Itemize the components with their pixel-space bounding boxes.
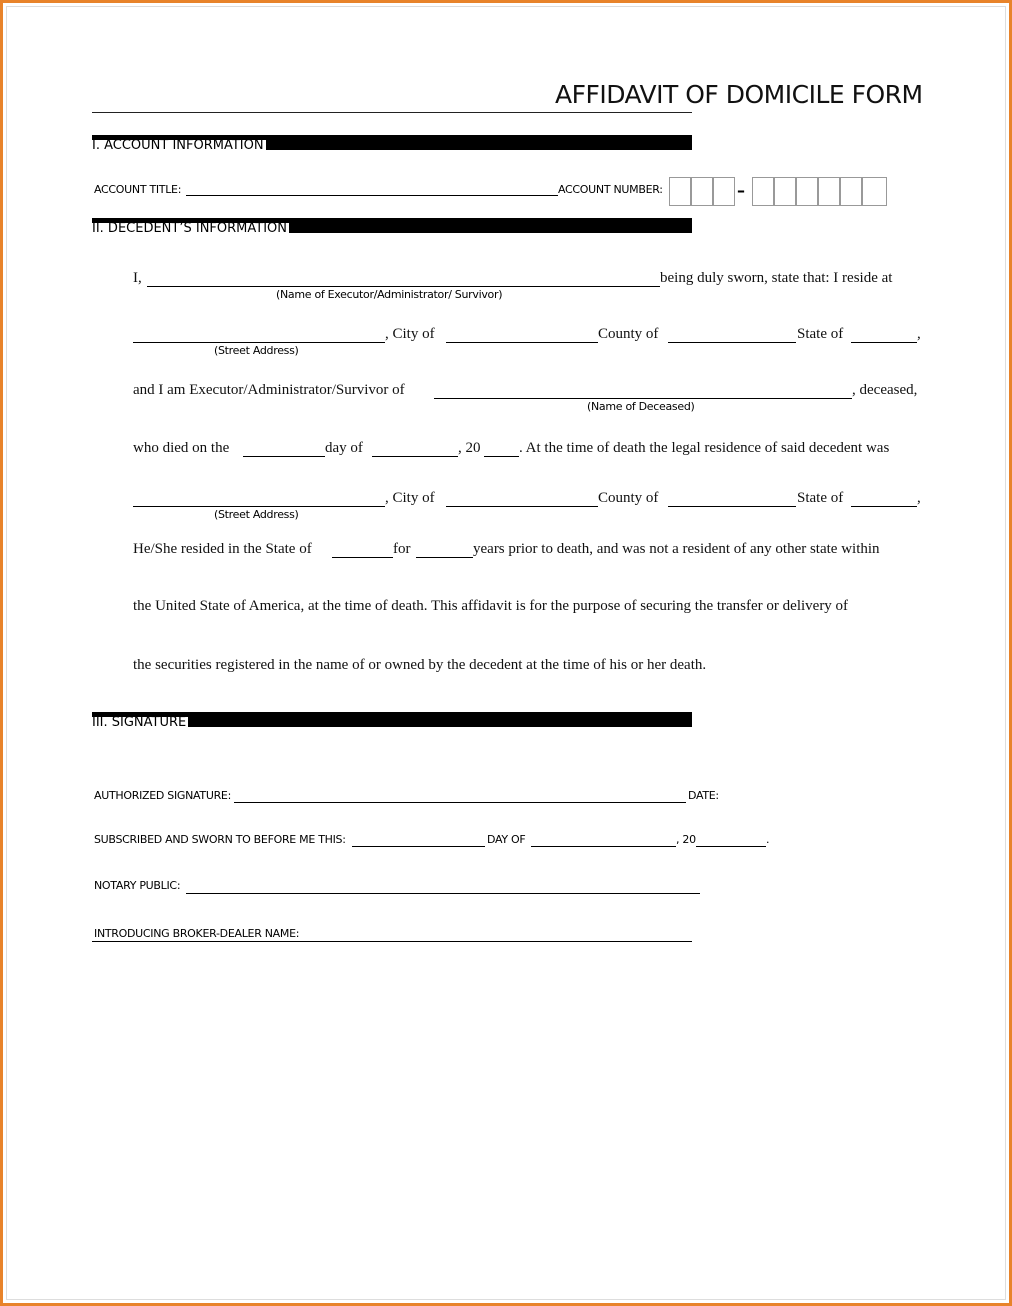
account-number-digit-box[interactable] xyxy=(818,177,840,206)
securities-text: the securities registered in the name of or owned by the decedent at the time of his or her death. xyxy=(133,657,707,673)
residence-state-field[interactable] xyxy=(332,557,393,558)
executor-state-field[interactable] xyxy=(851,342,917,343)
line4-year-prefix: , 20 xyxy=(458,440,481,456)
executor-name-field[interactable] xyxy=(147,286,660,287)
line1-prefix: I, xyxy=(133,270,142,286)
line6-suffix: years prior to death, and was not a resident of any other state within xyxy=(473,541,880,557)
executor-city-field[interactable] xyxy=(446,342,598,343)
account-number-dash: – xyxy=(737,181,745,200)
line5-end: , xyxy=(917,490,921,506)
form-title: AFFIDAVIT OF DOMICILE FORM xyxy=(555,80,923,109)
account-number-digit-box[interactable] xyxy=(691,177,713,206)
authorized-signature-label: AUTHORIZED SIGNATURE: xyxy=(94,789,231,802)
affidavit-purpose-text: the United State of America, at the time of death. This affidavit is for the purpose of securing the transfer or delivery of xyxy=(133,598,849,614)
notary-public-field[interactable] xyxy=(186,893,700,894)
subscribed-day-field[interactable] xyxy=(352,846,485,847)
executor-name-caption: (Name of Executor/Administrator/ Survivor) xyxy=(276,288,503,301)
line1-suffix: being duly sworn, state that: I reside at xyxy=(660,270,893,286)
line2-county-label: County of xyxy=(598,326,659,342)
section-heading-signature: III. SIGNATURE xyxy=(92,717,187,727)
line2-city-label: , City of xyxy=(385,326,435,342)
section-heading-decedent: II. DECEDENT’S INFORMATION xyxy=(92,223,287,233)
account-number-label: ACCOUNT NUMBER: xyxy=(558,183,663,196)
executor-county-field[interactable] xyxy=(668,342,796,343)
authorized-signature-field[interactable] xyxy=(234,802,686,803)
death-month-field[interactable] xyxy=(372,456,458,457)
subscribed-label: SUBSCRIBED AND SWORN TO BEFORE ME THIS: xyxy=(94,833,346,846)
line3-prefix: and I am Executor/Administrator/Survivor of xyxy=(133,382,405,398)
day-of-label: DAY OF xyxy=(487,833,526,846)
line5-city-label: , City of xyxy=(385,490,435,506)
executor-street-field[interactable] xyxy=(133,342,385,343)
notary-public-label: NOTARY PUBLIC: xyxy=(94,879,181,892)
line6-prefix: He/She resided in the State of xyxy=(133,541,312,557)
line5-county-label: County of xyxy=(598,490,659,506)
subscribed-year-field[interactable] xyxy=(696,846,766,847)
line2-end: , xyxy=(917,326,921,342)
line6-for-label: for xyxy=(393,541,411,557)
deceased-name-caption: (Name of Deceased) xyxy=(587,400,695,413)
subscribed-month-field[interactable] xyxy=(531,846,676,847)
decedent-street-field[interactable] xyxy=(133,506,385,507)
decedent-state-field[interactable] xyxy=(851,506,917,507)
date-label: DATE: xyxy=(688,789,719,802)
death-day-field[interactable] xyxy=(243,456,325,457)
decedent-county-field[interactable] xyxy=(668,506,796,507)
subscribed-period: . xyxy=(766,833,770,846)
account-number-digit-box[interactable] xyxy=(713,177,735,206)
title-rule xyxy=(92,112,692,113)
broker-dealer-label: INTRODUCING BROKER-DEALER NAME: xyxy=(94,927,300,940)
decedent-city-field[interactable] xyxy=(446,506,598,507)
section-heading-account: I. ACCOUNT INFORMATION xyxy=(92,140,264,150)
decedent-street-caption: (Street Address) xyxy=(214,508,299,521)
account-number-digit-box[interactable] xyxy=(862,177,887,206)
account-number-digit-box[interactable] xyxy=(774,177,796,206)
account-number-digit-box[interactable] xyxy=(840,177,862,206)
line4-residence-text: . At the time of death the legal residence of said decedent was xyxy=(519,440,890,456)
line4-day-of-label: day of xyxy=(325,440,363,456)
account-title-field[interactable] xyxy=(186,195,558,196)
year-prefix-label: , 20 xyxy=(676,833,696,846)
residence-years-field[interactable] xyxy=(416,557,473,558)
account-number-digit-box[interactable] xyxy=(669,177,691,206)
broker-dealer-field[interactable] xyxy=(92,941,692,942)
deceased-name-field[interactable] xyxy=(434,398,852,399)
death-year-field[interactable] xyxy=(484,456,519,457)
account-number-digit-box[interactable] xyxy=(796,177,818,206)
account-number-digit-box[interactable] xyxy=(752,177,774,206)
line2-state-label: State of xyxy=(797,326,844,342)
account-title-label: ACCOUNT TITLE: xyxy=(94,183,182,196)
line3-suffix: , deceased, xyxy=(852,382,918,398)
line4-died-on-label: who died on the xyxy=(133,440,230,456)
line5-state-label: State of xyxy=(797,490,844,506)
executor-street-caption: (Street Address) xyxy=(214,344,299,357)
